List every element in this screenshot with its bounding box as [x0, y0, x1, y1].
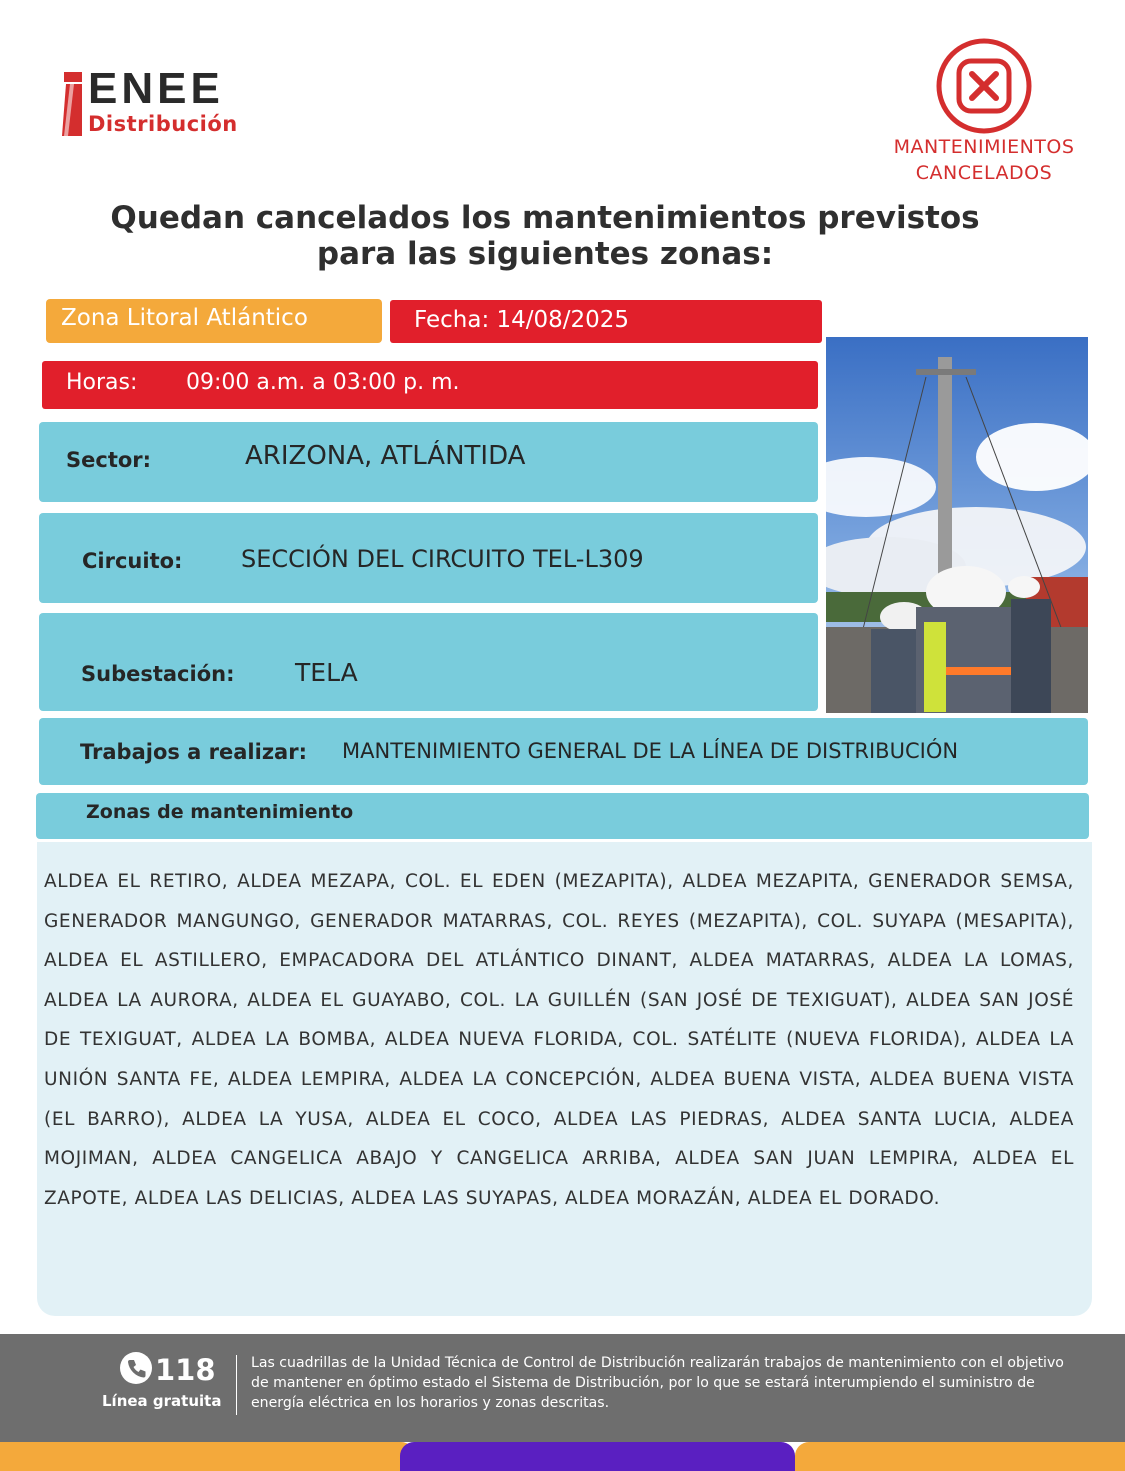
- works-label: Trabajos a realizar:: [80, 740, 307, 764]
- hours-label: Horas:: [66, 370, 138, 395]
- enee-logo-icon: [60, 72, 86, 136]
- footer-description: Las cuadrillas de la Unidad Técnica de Control de Distribución realizarán trabajos de mantenimiento con el objetivo de mantener en óptimo estado el Sistema de Distribución, por lo que se estará interumpiendo el suministro de energía eléctrica en los horarios y zonas descritas.: [251, 1355, 1064, 1411]
- badge-line-2: CANCELADOS: [915, 162, 1053, 184]
- sector-value: ARIZONA, ATLÁNTIDA: [245, 441, 526, 471]
- hours-bar: [42, 361, 818, 409]
- circuit-label: Circuito:: [82, 549, 183, 573]
- circuit-box: [39, 513, 818, 603]
- works-box: [39, 718, 1088, 785]
- footer: [0, 1334, 1125, 1442]
- substation-label: Subestación:: [81, 662, 235, 686]
- logo-brand: ENEE: [88, 64, 224, 113]
- cancelled-badge: [872, 36, 1096, 186]
- zones-panel: [37, 842, 1092, 1316]
- hotline-label: Línea gratuita: [102, 1392, 222, 1410]
- logo-subtitle: Distribución: [88, 112, 238, 136]
- zones-label: Zonas de mantenimiento: [86, 801, 354, 823]
- workers-photo: [826, 337, 1088, 713]
- headline-line-1: Quedan cancelados los mantenimientos previstos: [110, 200, 980, 236]
- enee-logo: [60, 64, 300, 140]
- footer-stripe-orange: [0, 1442, 415, 1471]
- hotline-number: 118: [155, 1353, 216, 1387]
- zones-header: [36, 793, 1089, 839]
- headline-line-2: para las siguientes zonas:: [316, 236, 774, 272]
- date-tag: Fecha: 14/08/2025: [390, 300, 822, 343]
- sector-label: Sector:: [66, 448, 152, 472]
- zone-tag: Zona Litoral Atlántico: [46, 299, 382, 343]
- footer-divider: [236, 1355, 237, 1415]
- hours-value: 09:00 a.m. a 03:00 p. m.: [186, 370, 460, 395]
- circuit-value: SECCIÓN DEL CIRCUITO TEL-L309: [241, 545, 644, 573]
- footer-stripe-orange-right: [795, 1442, 1125, 1471]
- substation-value: TELA: [295, 658, 358, 687]
- badge-line-1: MANTENIMIENTOS: [893, 136, 1075, 158]
- phone-icon: [120, 1352, 152, 1384]
- substation-box: [39, 613, 818, 711]
- works-value: MANTENIMIENTO GENERAL DE LA LÍNEA DE DISTRIBUCIÓN: [342, 739, 959, 763]
- sector-box: [39, 422, 818, 502]
- cancel-x-circle-icon: [934, 36, 1034, 136]
- headline: [40, 200, 1050, 272]
- footer-stripe-purple: [400, 1442, 795, 1471]
- zones-text: ALDEA EL RETIRO, ALDEA MEZAPA, COL. EL EDEN (MEZAPITA), ALDEA MEZAPITA, GENERADOR SEMSA, GENERADOR MANGUNGO, GENERADOR MATARRAS, COL. REYES (MEZAPITA), COL. SUYAPA (MESAPITA), ALDEA EL ASTILLERO, EMPACADORA DEL ATLÁNTICO DINANT, ALDEA MATARRAS, ALDEA LA LOMAS, ALDEA LA AURORA, ALDEA EL GUAYABO, COL. LA GUILLÉN (SAN JOSÉ DE TEXIGUAT), ALDEA SAN JOSÉ DE TEXIGUAT, ALDEA LA BOMBA, ALDEA NUEVA FLORIDA, COL. SATÉLITE (NUEVA FLORIDA), ALDEA LA UNIÓN SANTA FE, ALDEA LEMPIRA, ALDEA LA CONCEPCIÓN, ALDEA BUENA VISTA, ALDEA BUENA VISTA (EL BARRO), ALDEA LA YUSA, ALDEA EL COCO, ALDEA LAS PIEDRAS, ALDEA SANTA LUCIA, ALDEA MOJIMAN, ALDEA CANGELICA ABAJO Y CANGELICA ARRIBA, ALDEA SAN JUAN LEMPIRA, ALDEA EL ZAPOTE, ALDEA LAS DELICIAS, ALDEA LAS SUYAPAS, ALDEA MORAZÁN, ALDEA EL DORADO.: [44, 871, 1074, 1209]
